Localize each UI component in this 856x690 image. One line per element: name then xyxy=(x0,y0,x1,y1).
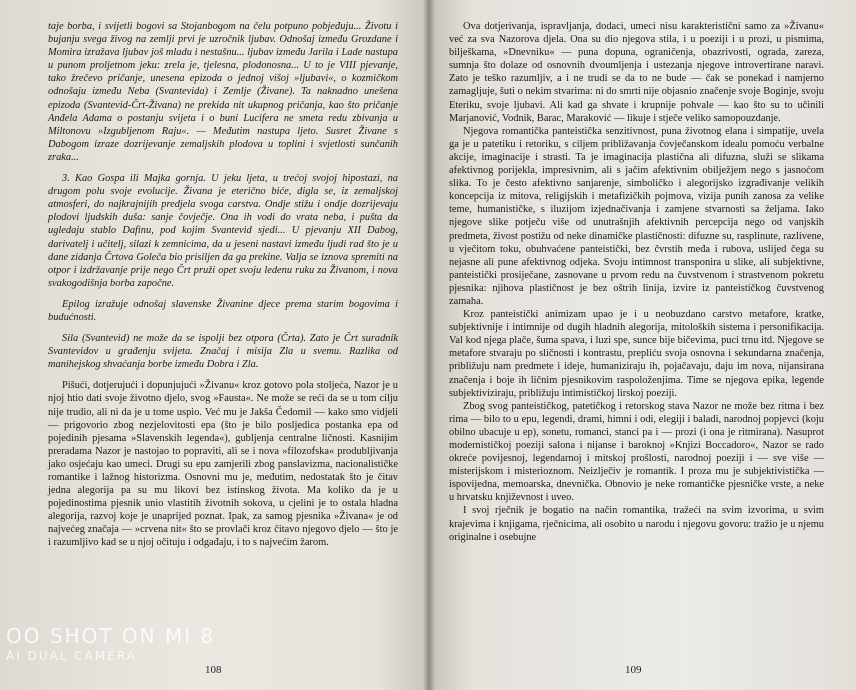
paragraph: Njegova romantička panteistička senzitivnost, puna životnog elana i simpatije, uvela ga je u patetiku i retoriku, s ciljem približavanja čovječanskom idealu pomoću verbalne akcije, imaginacije i strasti. Ta je imaginacija plastična ali difuzna, služi se slikama afektivnog porijekla, impresivnim, ali s jačim afektivnim obilježjem nego s jasnoćom slika. To je često afektivno sanjarenje, simboličko i alegorijsko izgrađivanje velikih koncepcija iz mitova, religijskih i metafizičkih pojmova, vizija punih zanosa za velike teme, humanističke, s iluzijom izjednačivanja i zamjene stvarnosti sa željama. Iako njegove slike potječu više od unutrašnjih afektivnih percepcija nego od vanjskih predmeta, živost postižu od neke dinamičke plastičnosti: difuzne su, rasplinute, razlivene, u vječitom toku, obuhvaćene panteistički, bez čvrstih međa i rubova, uslijed čega su nejasne ali pune afektivnog odjeka. Svoju intimnost transponira u slike, ali subjektivne, panteistički prosiječane, zasnovane u prvom redu na čuvstvenom i strastvenom pokretu pjesnika: njihova plastičnost je bez oštrih linija, izvire iz panteističkog čuvstvenog zamaha. xyxy=(449,125,824,307)
paragraph: taje borba, i svijetli bogovi sa Stojanbogom na čelu potpuno pobjeđuju... Životu i bujanju svega živog na zemlji prvi je uzročnik ljubav. Odnošaj između Grozdane i Momira izražava ljubav još mladu i nestašnu... ljubav između Jarila i Lade nastupa u punom proljetnom jeku: zrela je, tjelesna, plodonosna... U to je VIII pjevanje, tako žrečevo pričanje, unesena epizoda o jednoj višoj »ljubavi«, o kozmičkom odnošaju između Neba (Svantevida) i Zemlje (Živane). Ta naknadno unešena epizoda (Svantevid-Črt-Živana) ne prekida nit ukupnog pričanja, kao što pričanje Anđela Adama o postanju svijeta i o buni Lucifera ne smeta redu zbivanja u Miltonovu »Izgubljenom Raju«. — Međutim nastupa ljeto. Susret Živane s Dabogom izraze dozrijevanje zemaljskih plodova u toplini i svjetlosti sunčanih zraka... xyxy=(48,21,398,163)
paragraph: Sila (Svantevid) ne može da se ispolji bez otpora (Črta). Zato je Črt suradnik Svantevidov u građenju svijeta. Značaj i misija Zla u svemu. Razlika od manihejskog shvaćanja borbe između Dobra i Zla. xyxy=(48,333,398,371)
right-page-text xyxy=(449,20,824,544)
paragraph: I svoj rječnik je bogatio na način romantika, tražeći na svim izvorima, u svim krajevima i knjigama, rječnicima, ali osobito u narodu i njegovu govoru: tražio je u njemu originalne i osebujne xyxy=(449,505,824,543)
paragraph: Pišući, dotjerujući i dopunjujući »Živanu« kroz gotovo pola stoljeća, Nazor je u njoj htio dati svoje životno djelo, svog »Fausta«. Ne može se reći da se u tom cilju nije trudio, ali ni da je u tome uspio. Već mu je Jakša Čedomil — kako smo vidjeli — prigovorio zbog nezjelovitosti epa (što je bilo posljedica postanka epa od pojedinih pjesama »Slavenskih legenda«), gubljenja centralne ličnosti. Kasnijim preradama Nazor je nastojao to popraviti, ali se i nova »filozofska« produbljivanja jako osjećaju kao umeci. Drugi su epu zamjerili zbog panslavizma, nacionalističke romantike i lažnog historizma. Osnovni mu je, međutim, nedostatak što je čitav jedna alegorija pa su mu likovi bez istinskog života. Ma koliko da je u pojedinostima pjesnik unio vlastitih životnih sokova, u cjelini je to ostala hladna alegorija, razvoj koje je unaprijed poznat. Ipak, za samog pjesnika »Živana« je od najvećeg značaja — »crvena nit« što se provlači kroz čitavo njegovo djelo — što je i razumljivo kad se u njoj očituju i odgađaju, i to s najvećim žarom. xyxy=(48,380,398,549)
page-number: 108 xyxy=(205,664,222,676)
right-page xyxy=(429,0,856,690)
paragraph: Ova dotjerivanja, ispravljanja, dodaci, umeci nisu karakteristični samo za »Živanu« već za sva Nazorova djela. Ona su dio njegova stila, i u poeziji i u prozi, u pismima, bilješkama, »Dnevniku« — puna dopuna, ograničenja, obazrivosti, ograda, zareza, sumnja što dolaze od osnovnih dvoumljenja i ustezanja njegove introvertirane naravi. Zato je teško razumljiv, a i ne trudi se da to ne bude — čak se ponekad i namjerno zamagljuje, šuti o nekim stvarima: ni do smrti nije objasnio značenje svoje Boginje, svoju Eteriku, svoje ljubavi. Ali kad ga shvate i krupnije pohvale — kao što su to učinili Marjanović, Vodnik, Barac, Maraković — likuje i stječe veliko samopouzdanje. xyxy=(449,21,824,124)
camera-watermark-subtitle: AI DUAL CAMERA xyxy=(6,649,137,663)
paragraph: 3. Kao Gospa ili Majka gornja. U jeku ljeta, u trećoj svojoj hipostazi, na drugom polu svoje evolucije. Živana je eterično biće, digla se, iz zemaljskoj atmosferi, do najkrajnijih predjela svoga carstva. Ondje stižu i ondje dozrijevaju plodovi ljudskih duša: sanje čovječje. Ona ih vodi do vrata neba, i pušta da ugledaju stablo Dafinu, pod kojim Svantevid sjedi... U pjevanju XII Dabog, darivatelj i učitelj, silazi k zemnicima, da u jeseni nastavi između ljudi rad što je u dane zidanja Črtova Goleča bio prisiljen da ga prekine. Valja se iznova spremiti na otpor i izdržavanje prije nego Črt pruži opet svoju ledenu ruku za Živanom, i nova svakogodišnja borba započne. xyxy=(48,173,398,289)
left-page-text xyxy=(48,20,398,550)
camera-watermark xyxy=(6,624,215,664)
paragraph: Zbog svog panteističkog, patetičkog i retorskog stava Nazor ne može bez ritma i bez rima — bilo to u epu, legendi, drami, himni i odi, elegiji i baladi, narodnoj popjevci (koju obilno ubacuje u ep), sonetu, romanci, stanci pa i — prozi (i ona je ritmirana). Nasuprot modernističkoj poeziji salona i nijanse i baroknoj »Knjizi Boccadoro«, Nazor se rado okreće povijesnoj, legendarnoj i mitskoj prošlosti, narodnoj poeziji i — sve više — misterijskom i misterioznom. Neizlječiv je romantik. I proza mu je subjektivistička — ispovijedna, memoarska, dnevnička. Obnovio je neke romantičke pjesničke vrste, a neke u hrvatsku književnost i uveo. xyxy=(449,400,824,504)
page-number: 109 xyxy=(625,664,642,676)
paragraph: Epilog izražuje odnošaj slavenske Živanine djece prema starim bogovima i budućnosti. xyxy=(48,298,398,323)
book-gutter xyxy=(423,0,435,690)
camera-watermark-logo: OO SHOT ON MI 8 xyxy=(6,624,216,648)
paragraph: Kroz panteistički animizam upao je i u neobuzdano carstvo metafore, kratke, subjektivnije i intimnije od dugih hladnih alegorija, mitoloških sistema i personifikacija. Val kod njega plače, šuma spava, i luzi spe, sunce bije bičevima, puci trnu itd. Njegove se metafore stvaraju po sličnosti i kontrastu, prepliću svoja osnovna i sekundarna značenja, približuju nam predmete i ideje, humaniziraju ih, pojačavaju, daju im nova, nijansirana značenja i boje ih ličnim pjesnikovim raspoloženjima. Time se njegova epika, legende subjektiviziraju, približuju intimističkoj lirskoj poeziji. xyxy=(449,309,824,399)
